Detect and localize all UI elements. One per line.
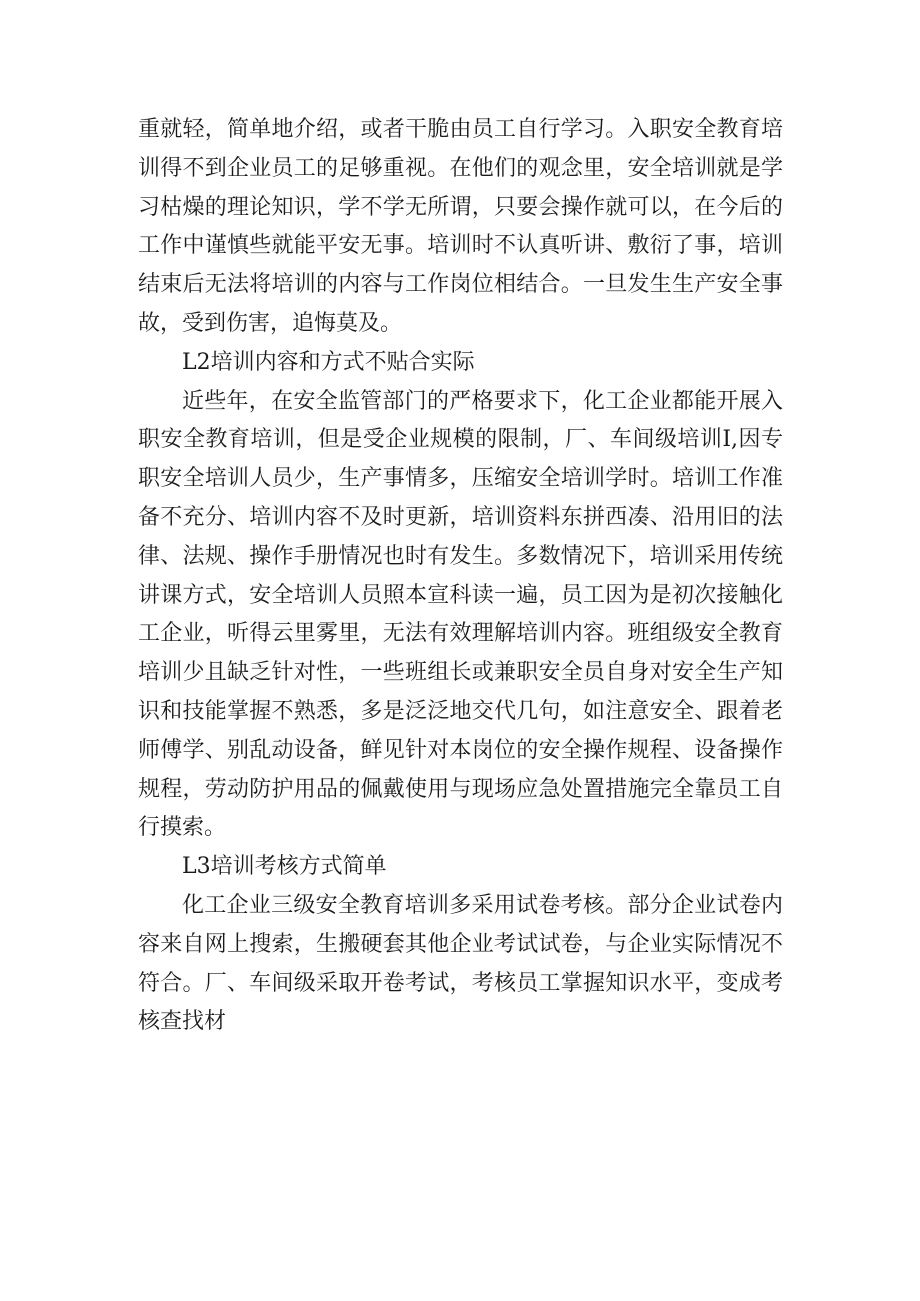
section-heading-l3: L3培训考核方式简单 — [182, 854, 387, 880]
paragraph-continuation: 重就轻，简单地介绍，或者干脆由员工自行学习。入职安全教育培训得不到企业员工的足够重视。在他们的观念里，安全培训就是学习枯燥的理论知识，学不学无所谓，只要会操作就可以，在今后的工作中谨慎些就能平安无事。培训时不认真听讲、敷衍了事，培训结束后无法将培训的内容与工作岗位相结合。一旦发生生产安全事故，受到伤害，追悔莫及。 — [138, 117, 783, 336]
section-heading-l2: L2培训内容和方式不贴合实际 — [182, 349, 475, 375]
paragraph-training-content: 近些年，在安全监管部门的严格要求下，化工企业都能开展入职安全教育培训，但是受企业规模的限制，厂、车间级培训I,因专职安全培训人员少，生产事情多，压缩安全培训学时。培训工作准备不充分、培训内容不及时更新，培训资料东拼西凑、沿用旧的法律、法规、操作手册情况也时有发生。多数情况下，培训采用传统讲课方式，安全培训人员照本宣科读一遍，员工因为是初次接触化工企业，听得云里雾里，无法有效理解培训内容。班组级安全教育培训少且缺乏针对性，一些班组长或兼职安全员自身对安全生产知识和技能掌握不熟悉，多是泛泛地交代几句，如注意安全、跟着老师傅学、别乱动设备，鲜见针对本岗位的安全操作规程、设备操作规程，劳动防护用品的佩戴使用与现场应急处置措施完全靠员工自行摸索。 — [138, 388, 783, 841]
document-body — [138, 111, 783, 1042]
paragraph-training-assessment: 化工企业三级安全教育培训多采用试卷考核。部分企业试卷内容来自网上搜索，生搬硬套其他企业考试试卷，与企业实际情况不符合。厂、车间级采取开卷考试，考核员工掌握知识水平，变成考核查找材 — [138, 892, 783, 1035]
